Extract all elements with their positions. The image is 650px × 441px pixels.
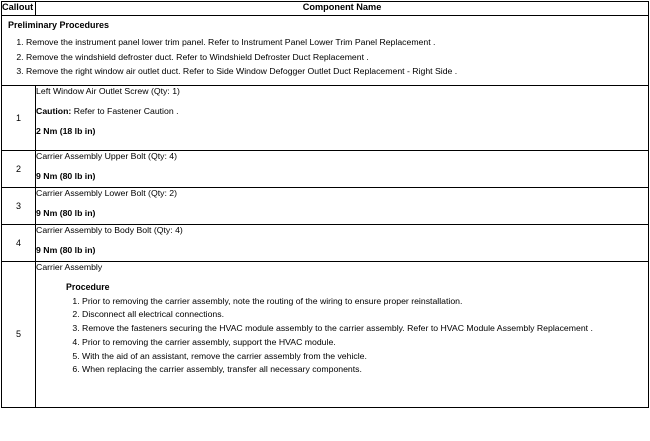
header-component-name: Component Name xyxy=(36,2,649,16)
caution-label: Caution: xyxy=(36,105,72,116)
table-header-row xyxy=(2,2,649,16)
component-table xyxy=(1,1,649,408)
list-item: 4. Prior to removing the carrier assembly, support the HVAC module. xyxy=(82,336,648,348)
component-cell-2 xyxy=(36,150,649,187)
component-name-5: Carrier Assembly xyxy=(36,261,103,272)
preliminary-procedures-row xyxy=(2,16,649,86)
torque-spec-1: 2 Nm (18 lb in) xyxy=(36,125,96,136)
header-callout: Callout xyxy=(2,2,36,16)
callout-number-4 xyxy=(2,224,36,261)
component-cell-1 xyxy=(36,85,649,150)
list-item: 1. Remove the instrument panel lower trim panel. Refer to Instrument Panel Lower Trim Panel Replacement . xyxy=(26,37,648,49)
document-page xyxy=(0,1,650,441)
callout-number-3 xyxy=(2,187,36,224)
caution-note-1 xyxy=(36,106,648,117)
callout-number-5 xyxy=(2,261,36,407)
procedure-heading: Procedure xyxy=(66,281,110,292)
table-row xyxy=(2,150,649,187)
preliminary-procedures-cell xyxy=(2,16,649,86)
callout-number-2 xyxy=(2,150,36,187)
component-name-4: Carrier Assembly to Body Bolt (Qty: 4) xyxy=(36,224,183,235)
torque-spec-2: 9 Nm (80 lb in) xyxy=(36,170,96,181)
callout-value: 3 xyxy=(16,200,22,211)
component-cell-3 xyxy=(36,187,649,224)
callout-number-1 xyxy=(2,85,36,150)
table-row xyxy=(2,261,649,407)
component-name-1: Left Window Air Outlet Screw (Qty: 1) xyxy=(36,85,180,96)
callout-value: 5 xyxy=(16,329,22,339)
torque-spec-4: 9 Nm (80 lb in) xyxy=(36,244,96,255)
callout-value: 2 xyxy=(16,163,22,174)
component-name-3: Carrier Assembly Lower Bolt (Qty: 2) xyxy=(36,187,178,198)
list-item: 2. Disconnect all electrical connections. xyxy=(82,308,648,320)
list-item: 5. With the aid of an assistant, remove the carrier assembly from the vehicle. xyxy=(82,350,648,362)
component-cell-4 xyxy=(36,224,649,261)
callout-value: 4 xyxy=(16,237,22,248)
list-item: 3. Remove the right window air outlet duct. Refer to Side Window Defogger Outlet Duct Replacement - Right Side . xyxy=(26,66,648,78)
torque-spec-3: 9 Nm (80 lb in) xyxy=(36,207,96,218)
table-row xyxy=(2,224,649,261)
list-item: 1. Prior to removing the carrier assembly, note the routing of the wiring to ensure proper reinstallation. xyxy=(82,295,648,307)
preliminary-steps-list xyxy=(2,34,648,85)
procedure-steps-list xyxy=(36,292,648,380)
list-item: 3. Remove the fasteners securing the HVAC module assembly to the carrier assembly. Refer to HVAC Module Assembly Replacement . xyxy=(82,322,648,334)
list-item: 2. Remove the windshield defroster duct. Refer to Windshield Defroster Duct Replacement . xyxy=(26,52,648,64)
table-row xyxy=(2,85,649,150)
component-cell-5 xyxy=(36,261,649,407)
preliminary-procedures-title: Preliminary Procedures xyxy=(8,20,110,30)
caution-text: Refer to Fastener Caution . xyxy=(71,105,179,116)
list-item: 6. When replacing the carrier assembly, transfer all necessary components. xyxy=(82,363,648,375)
table-row xyxy=(2,187,649,224)
callout-value: 1 xyxy=(16,112,22,123)
component-name-2: Carrier Assembly Upper Bolt (Qty: 4) xyxy=(36,150,178,161)
